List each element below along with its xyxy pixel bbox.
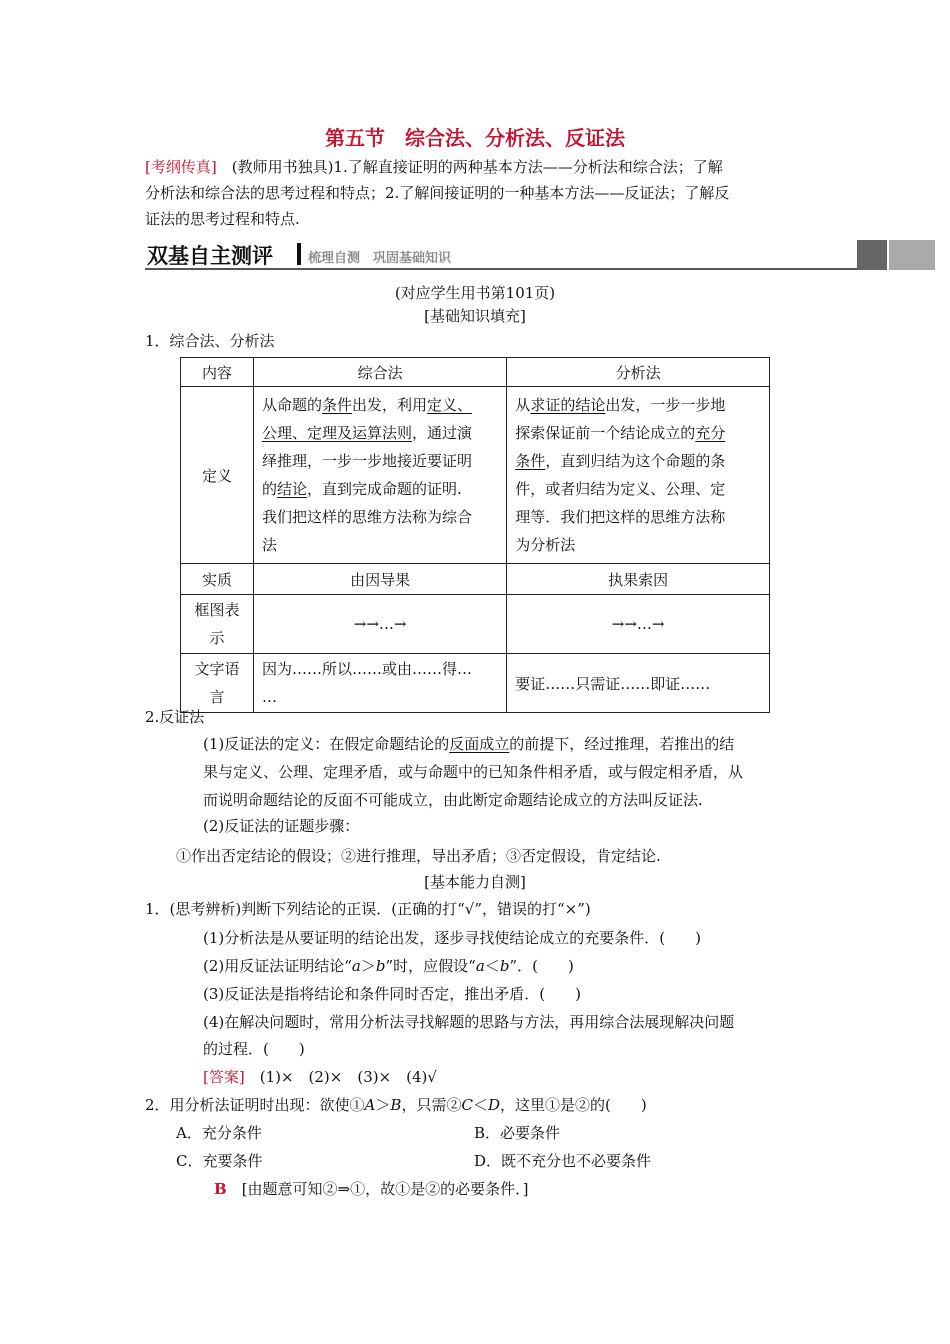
text-run: 的 <box>261 480 277 498</box>
text-run: (2)用反证法证明结论“ <box>203 957 352 975</box>
item-1-heading: 1．综合法、分析法 <box>145 332 275 350</box>
option-a: A．充分条件 <box>176 1124 262 1142</box>
table-row-definition <box>181 387 770 564</box>
question-1-stem: 1．(思考辨析)判断下列结论的正误．(正确的打“√”，错误的打“×”) <box>145 900 591 918</box>
option-d: D．既不充分也不必要条件 <box>474 1152 652 1170</box>
text-run: ”时，应假设“ <box>385 957 476 975</box>
header-synthetic: 综合法 <box>253 358 506 387</box>
text-line: 件，或者归结为定义、公理、定 <box>515 480 726 498</box>
text-line: 我们把这样的思维方法称为综合 <box>261 508 472 526</box>
math-var: D <box>487 1096 500 1114</box>
math-var: a <box>351 957 361 975</box>
comparison-table <box>180 357 770 713</box>
row-label-flowchart <box>181 595 254 654</box>
contradiction-definition <box>203 730 813 758</box>
text-run: ，直到归结为这个命题的条 <box>545 452 726 470</box>
flowchart-analytic: →→…→ <box>507 595 770 654</box>
math-var: b <box>375 957 386 975</box>
text-run: ，只需② <box>401 1096 462 1114</box>
page-reference: (对应学生用书第101页) <box>394 284 556 302</box>
question-1-statement-3: (3)反证法是指将结论和条件同时否定，推出矛盾．( ) <box>203 985 581 1003</box>
text-run: 出发，一步一步地 <box>605 396 726 414</box>
question-2-answer <box>214 1178 528 1199</box>
text-line: 为分析法 <box>515 536 576 554</box>
text-run: 出发，利用 <box>351 396 427 414</box>
text-line: … <box>261 688 277 706</box>
math-var: B <box>390 1096 402 1114</box>
text-run: (1)反证法的定义：在假定命题结论的 <box>203 735 450 753</box>
answer-text: (1)× (2)× (3)× (4)√ <box>244 1068 437 1086</box>
math-var: A <box>364 1096 376 1114</box>
math-var: C <box>461 1096 473 1114</box>
label-line: 言 <box>209 688 225 706</box>
analytic-definition <box>507 387 770 564</box>
section-heading-fill: [基础知识填充] <box>424 307 526 325</box>
math-var: a <box>475 957 485 975</box>
text-run: 的前提下，经过推理，若推出的结 <box>509 735 735 753</box>
text-run: ”．( ) <box>509 957 574 975</box>
text-run: ，通过演 <box>411 424 472 442</box>
item-2-heading: 2.反证法 <box>145 708 205 726</box>
underlined-term: 条件 <box>515 452 546 470</box>
language-analytic: 要证……只需证……即证…… <box>507 654 770 713</box>
question-1-statement-4-cont: 的过程．( ) <box>203 1040 305 1058</box>
table-row-language <box>181 654 770 713</box>
text-line: 果与定义、公理、定理矛盾，或与命题中的已知条件相矛盾，或与假定相矛盾，从 <box>203 763 744 781</box>
math-var: b <box>499 957 510 975</box>
header-content: 内容 <box>181 358 254 387</box>
text-run: ，直到完成命题的证明. <box>306 480 462 498</box>
math-op: ＜ <box>484 957 500 975</box>
banner-dark-block <box>857 240 887 270</box>
text-line: 法 <box>261 536 277 554</box>
synthetic-definition <box>253 387 506 564</box>
banner-subtitle: 梳理自测 巩固基础知识 <box>308 251 452 266</box>
text-run: 2．用分析法证明时出现：欲使① <box>145 1096 365 1114</box>
underlined-term: 反面成立 <box>449 735 510 753</box>
section-title: 第五节 综合法、分析法、反证法 <box>325 126 625 150</box>
language-synthetic <box>253 654 506 713</box>
intro-line-2: 分析法和综合法的思考过程和特点；2.了解间接证明的一种基本方法——反证法；了解反 <box>145 184 730 202</box>
text-run: 从 <box>515 396 531 414</box>
contradiction-definition-cont <box>203 758 813 814</box>
table-header-row <box>181 358 770 387</box>
label-line: 示 <box>209 629 225 647</box>
intro-line-3: 证法的思考过程和特点. <box>145 210 300 228</box>
row-label-language <box>181 654 254 713</box>
question-2-stem <box>145 1094 647 1115</box>
answer-tag: [答案] <box>203 1068 245 1086</box>
table-row-flowchart <box>181 595 770 654</box>
intro-tag: [考纲传真] <box>145 158 217 176</box>
option-b: B．必要条件 <box>474 1124 561 1142</box>
text-run: 探索保证前一个结论成立的 <box>515 424 696 442</box>
flowchart-synthetic: →→…→ <box>253 595 506 654</box>
answer-letter: B <box>214 1180 227 1198</box>
math-op: ＜ <box>472 1096 488 1114</box>
section-heading-test: [基本能力自测] <box>424 873 526 891</box>
text-line: 绎推理，一步一步地接近要证明 <box>261 452 472 470</box>
text-line: 而说明命题结论的反面不可能成立，由此断定命题结论成立的方法叫反证法. <box>203 791 703 809</box>
row-label-essence: 实质 <box>181 564 254 595</box>
row-label-definition: 定义 <box>181 387 254 564</box>
banner-underline <box>145 268 857 270</box>
label-line: 框图表 <box>194 601 240 619</box>
question-1-statement-4: (4)在解决问题时，常用分析法寻找解题的思路与方法，再用综合法展现解决问题 <box>203 1013 735 1031</box>
essence-analytic: 执果索因 <box>507 564 770 595</box>
table-row-essence <box>181 564 770 595</box>
question-1-answer <box>203 1066 437 1087</box>
underlined-term: 结论 <box>276 480 307 498</box>
header-analytic: 分析法 <box>507 358 770 387</box>
question-1-statement-2 <box>203 955 574 976</box>
text-run: 从命题的 <box>261 396 322 414</box>
intro-text <box>145 154 815 232</box>
text-line: 理等．我们把这样的思维方法称 <box>515 508 726 526</box>
banner-divider <box>297 243 301 265</box>
text-line: 因为……所以……或由……得… <box>261 660 472 678</box>
answer-explanation: [由题意可知②⇒①，故①是②的必要条件．] <box>226 1180 529 1198</box>
underlined-term: 充分 <box>695 424 726 442</box>
contradiction-steps-heading: (2)反证法的证题步骤： <box>203 817 360 835</box>
essence-synthetic: 由因导果 <box>253 564 506 595</box>
question-1-statement-1: (1)分析法是从要证明的结论出发，逐步寻找使结论成立的充要条件．( ) <box>203 929 701 947</box>
underlined-term: 定义、 <box>426 396 472 414</box>
underlined-term: 条件 <box>321 396 352 414</box>
text-run: ，这里①是②的( ) <box>499 1096 647 1114</box>
math-op: ＞ <box>375 1096 391 1114</box>
section-banner <box>145 238 935 270</box>
math-op: ＞ <box>360 957 376 975</box>
intro-line-1: (教师用书独具)1.了解直接证明的两种基本方法——分析法和综合法；了解 <box>216 158 723 176</box>
underlined-term: 求证的结论 <box>530 396 606 414</box>
label-line: 文字语 <box>194 660 240 678</box>
banner-light-block <box>889 240 935 270</box>
option-c: C．充要条件 <box>176 1152 263 1170</box>
contradiction-steps: ①作出否定结论的假设；②进行推理，导出矛盾；③否定假设，肯定结论. <box>176 847 661 865</box>
banner-title: 双基自主测评 <box>147 244 273 268</box>
underlined-term: 公理、定理及运算法则 <box>261 424 412 442</box>
